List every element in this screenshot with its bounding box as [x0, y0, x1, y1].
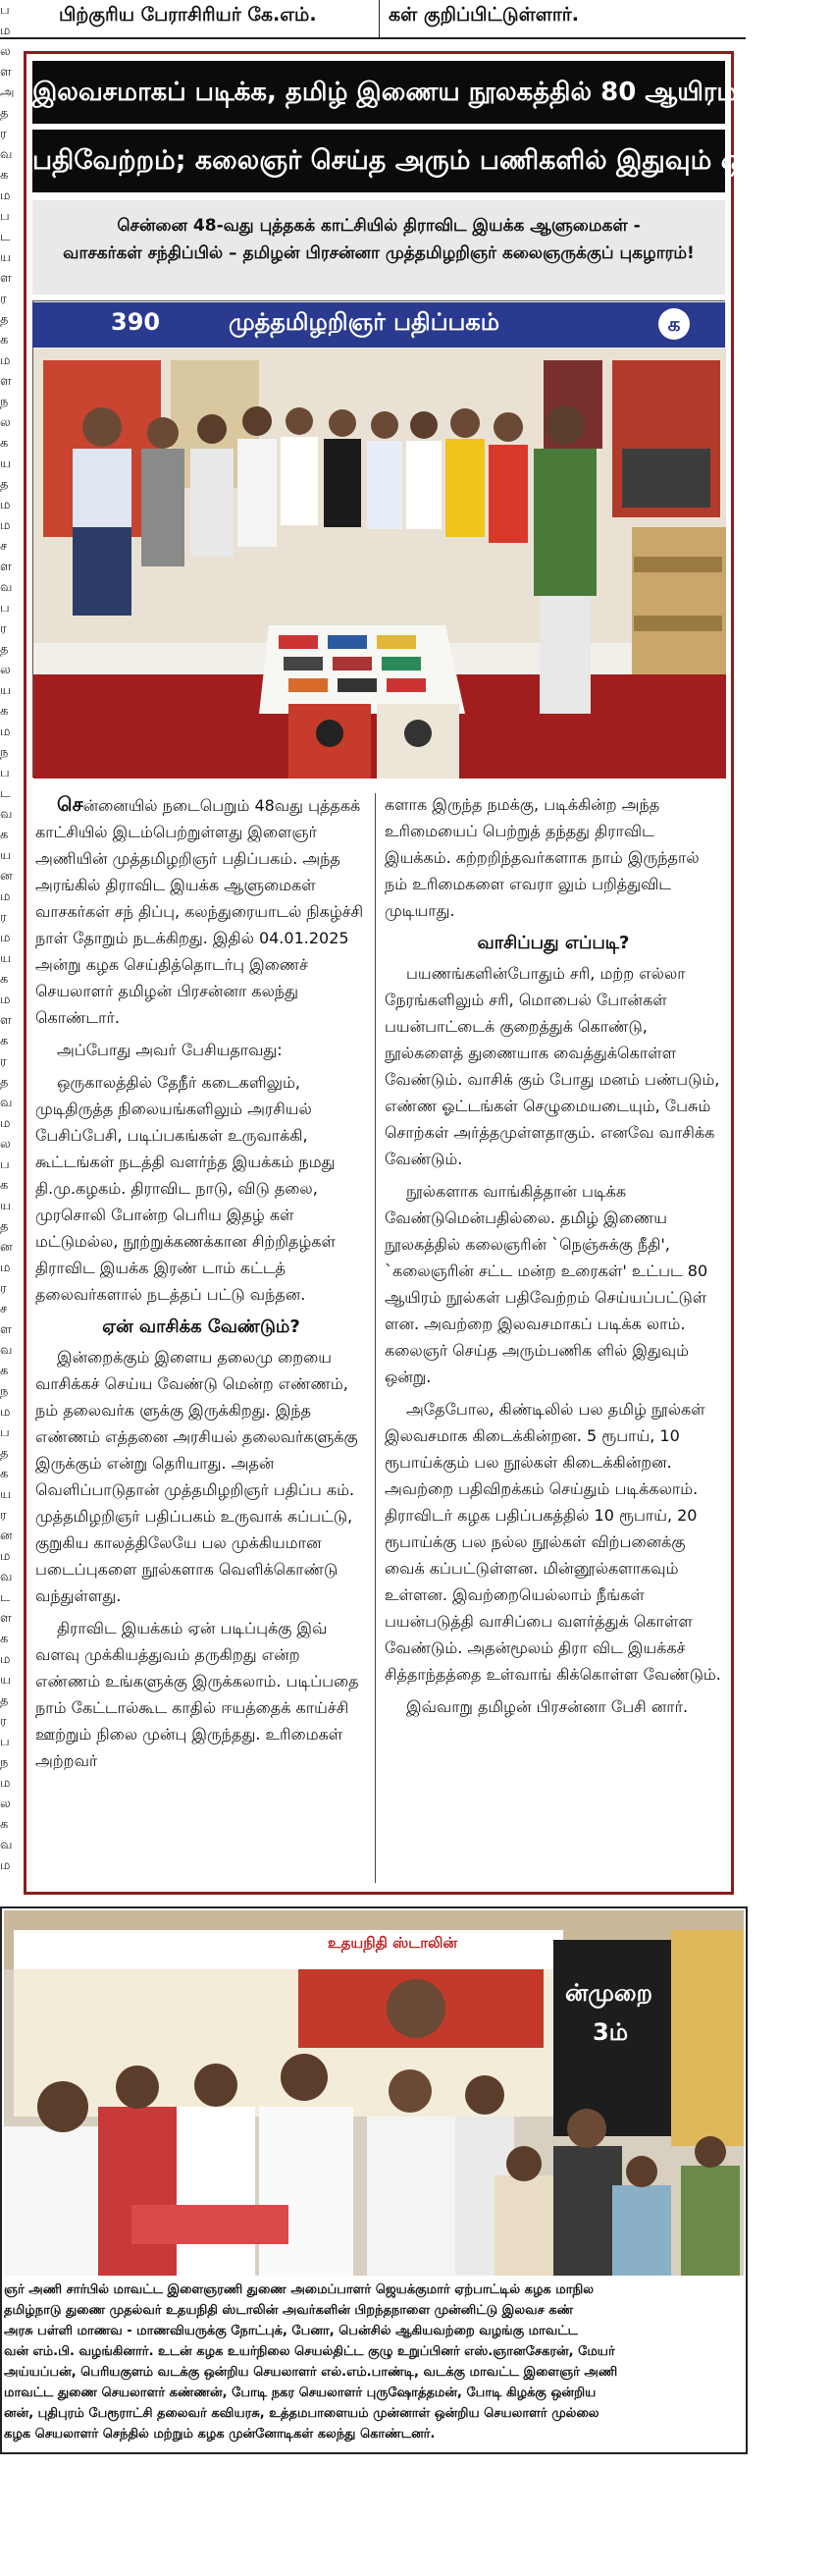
- clipped-line-fragment: வ: [0, 807, 13, 822]
- clipped-line-fragment: ய: [0, 951, 12, 966]
- clipped-line-fragment: ர: [0, 292, 7, 306]
- clipped-line-fragment: ப: [0, 209, 10, 224]
- stall-number: 390: [111, 308, 161, 336]
- clipped-line-fragment: வ: [0, 1570, 13, 1584]
- subheadline: [32, 200, 725, 295]
- clipped-line-fragment: ப: [0, 601, 10, 616]
- clipped-line-fragment: ம: [0, 188, 11, 203]
- caption-line: னன், புதிபுரம் பேரூராட்சி தலைவர் கவியரசு, உத்தமபாளையம் முன்னாள் ஒன்றிய செயலாளர் முல்லை: [4, 2406, 599, 2421]
- clipped-line-fragment: ன: [0, 1529, 13, 1543]
- stall-banner: [32, 302, 725, 348]
- clipped-line-fragment: ன: [0, 869, 13, 884]
- clipped-line-fragment: ம: [0, 1652, 11, 1667]
- clipped-line-fragment: ள: [0, 374, 12, 389]
- banner-right-text: ன்முறை: [565, 1979, 652, 2007]
- clipped-line-fragment: ந: [0, 745, 9, 760]
- clipped-line-fragment: ர: [0, 621, 7, 636]
- clipped-line-fragment: ந: [0, 1384, 9, 1399]
- photo-caption: [0, 2280, 746, 2448]
- clipped-line-fragment: ய: [0, 1487, 12, 1502]
- clipped-line-fragment: ர: [0, 127, 7, 141]
- clipped-line-fragment: ச: [0, 1302, 8, 1316]
- clipped-line-fragment: ம: [0, 1776, 11, 1791]
- clipped-line-fragment: ய: [0, 1199, 12, 1213]
- clipped-line-fragment: ட: [0, 230, 11, 244]
- caption-line: கழக செயலாளர் செந்தில் மற்றும் கழக முன்னோடிகள் கலந்து கொண்டனர்.: [4, 2427, 436, 2442]
- clipped-line-fragment: ய: [0, 456, 12, 471]
- clipped-line-fragment: ல: [0, 415, 11, 430]
- clipped-line-fragment: ள: [0, 560, 12, 574]
- caption-line: அய்யப்பன், பெரியகுளம் வடக்கு ஒன்றிய செயலாளர் எல்.எம்.பாண்டி, வடக்கு மாவட்ட இளைஞர் அணி: [4, 2365, 618, 2380]
- paragraph: திராவிட இயக்கம் ஏன் படிப்புக்கு இவ் வளவு முக்கியத்துவம் தருகிறது என்ற எண்ணம் உங்களுக்கு இருக்கலாம். படிப்பதை நாம் கேட்டால்கூட காதில் ஈயத்தைக் காய்ச்சி ஊற்றும் நிலை முன்பு இருந்தது. உரிமைகள் அற்றவர்: [35, 1619, 359, 1770]
- clipped-line-fragment: ந: [0, 1755, 9, 1770]
- clipped-line-fragment: ம: [0, 24, 11, 38]
- clipped-line-fragment: ர: [0, 910, 7, 925]
- clipped-line-fragment: ல: [0, 44, 11, 59]
- clipped-line-fragment: ய: [0, 848, 12, 863]
- clipped-line-fragment: க: [0, 828, 9, 842]
- headline-line-2: பதிவேற்றம்; கலைஞர் செய்த அரும் பணிகளில் இதுவும் ஒன்று!: [32, 130, 725, 192]
- paragraph: அப்போது அவர் பேசியதாவது:: [57, 1041, 283, 1059]
- paragraph: நூல்களாக வாங்கித்தான் படிக்க வேண்டுமென்பதில்லை. தமிழ் இணைய நூலகத்தில் கலைஞரின் `நெஞ்சுக்கு நீதி', `கலைஞரின் சட்ட மன்ற உரைகள்' உட்பட 80 ஆயிரம் நூல்கள் பதிவேற்றம் செய்யப்பட்டுள் ளன. அவற்றை இலவசமாகப் படிக்க லாம். கலைஞர் செய்த அரும்பணிக ளில் இதுவும் ஒன்று.: [385, 1182, 708, 1386]
- clipped-line-fragment: ம: [0, 993, 11, 1007]
- clipped-line-fragment: ம: [0, 498, 11, 512]
- clipped-line-fragment: ள: [0, 1322, 12, 1337]
- clipped-line-fragment: ம: [0, 1261, 11, 1275]
- clipped-line-fragment: ம: [0, 1549, 11, 1564]
- clipped-line-fragment: ல: [0, 1797, 11, 1811]
- clipped-line-fragment: ட: [0, 1590, 11, 1605]
- banner-right-text-2: 3ம்: [593, 2018, 629, 2046]
- column-divider: [375, 793, 376, 1883]
- banner-title: உதயநிதி ஸ்டாலின்: [328, 1934, 457, 1952]
- clipped-line-fragment: ம: [0, 1858, 11, 1873]
- clipped-line-fragment: ல: [0, 663, 11, 677]
- clipped-line-fragment: அ: [0, 85, 15, 100]
- headline-line-1: இலவசமாகப் படிக்க, தமிழ் இணைய நூலகத்தில் 80 ஆயிரம் நூல்கள்: [32, 61, 725, 124]
- clipped-line-fragment: ள: [0, 1611, 12, 1626]
- top-rule: [0, 37, 746, 39]
- section-heading: வாசிப்பது எப்படி?: [477, 933, 630, 953]
- top-right-fragment: கள் குறிப்பிட்டுள்ளார்.: [389, 4, 579, 26]
- distribution-scene: [4, 1910, 744, 2276]
- drop-cap: செ: [57, 792, 83, 816]
- clipped-line-fragment: க: [0, 1178, 9, 1193]
- clipped-line-fragment: த: [0, 1219, 9, 1234]
- clipped-line-fragment: க: [0, 168, 9, 183]
- clipped-line-fragment: ர: [0, 1054, 7, 1069]
- clipped-line-fragment: ம: [0, 1405, 11, 1420]
- clipped-line-fragment: ய: [0, 683, 12, 698]
- clipped-line-fragment: ள: [0, 65, 12, 80]
- clipped-line-fragment: க: [0, 1817, 9, 1832]
- clipped-line-fragment: க: [0, 1467, 9, 1481]
- clipped-line-fragment: ய: [0, 250, 12, 265]
- caption-line: தமிழ்நாடு துணை முதல்வர் உதயநிதி ஸ்டாலின் அவர்களின் பிறந்தநாளை முன்னிட்டு இலவச கண்: [4, 2303, 574, 2318]
- clipped-line-fragment: ப: [0, 1425, 10, 1440]
- clipped-line-fragment: ம: [0, 353, 11, 368]
- caption-line: மாவட்ட துணை செயலாளர் கண்ணன், போடி நகர செயலாளர் புருஷோத்தமன், போடி கிழக்கு ஒன்றிய: [4, 2386, 597, 2400]
- clipped-line-fragment: ப: [0, 3, 10, 18]
- paragraph: [35, 791, 367, 1031]
- caption-line: அரசு பள்ளி மாணவ - மாணவியருக்கு நோட்புக், பேனா, பென்சில் ஆகியவற்றை வழங்கு மாவட்ட: [4, 2324, 578, 2338]
- clipped-line-fragment: ம: [0, 518, 11, 533]
- clipped-line-fragment: ட: [0, 786, 11, 801]
- clipped-line-fragment: ன: [0, 1240, 13, 1255]
- article-left-column: [35, 791, 367, 1885]
- paragraph: பயணங்களின்போதும் சரி, மற்ற எல்லா நேரங்களிலும் சரி, மொபைல் போன்கள் பயன்பாட்டைக் குறைத்துக் கொண்டு, நூல்களைத் துணையாக வைத்துக்கொள்ள வேண்டும். வாசிக் கும் போது மனம் பண்படும், எண்ண ஓட்டங்கள் செழுமையடையும், பேசும் சொற்கள் அர்த்தமுள்ளதாகும். எனவே வாசிக்க வேண்டும்.: [385, 964, 720, 1168]
- clipped-line-fragment: க: [0, 333, 9, 348]
- caption-line: ஞர் அணி சார்பில் மாவட்ட இளைஞரணி துணை அமைப்பாளர் ஜெயக்குமார் ஏற்பாட்டில் கழக மாநில: [4, 2282, 595, 2297]
- clipped-line-fragment: த: [0, 312, 9, 327]
- clipped-line-fragment: த: [0, 1075, 9, 1090]
- clipped-line-fragment: ம: [0, 889, 11, 904]
- clipped-line-fragment: ள: [0, 271, 12, 286]
- clipped-line-fragment: த: [0, 1446, 9, 1461]
- clipped-line-fragment: க: [0, 1632, 9, 1646]
- clipped-line-fragment: வ: [0, 580, 13, 595]
- paragraph: களாக இருந்த நமக்கு, படிக்கின்ற அந்த உரிமையைப் பெற்றுத் தந்தது திராவிட இயக்கம். கற்றறிந்தவர்களாக நாம் இருந்தால் நம் உரிமைகளை எவரா லும் பறித்துவிட முடியாது.: [385, 795, 700, 920]
- clipped-line-fragment: ம: [0, 931, 11, 945]
- subheadline-line-2: வாசகர்கள் சந்திப்பில் – தமிழன் பிரசன்னா முத்தமிழறிஞர் கலைஞருக்குப் புகழாரம்!: [63, 243, 695, 263]
- clipped-line-fragment: க: [0, 1034, 9, 1048]
- caption-line: வன் எம்.பி. வழங்கினார். உடன் கழக உயர்நிலை செயல்திட்ட குழு உறுப்பினர் எஸ்.ஞானசேகரன், மேயர்: [4, 2344, 615, 2359]
- publisher-logo-icon: க: [658, 308, 690, 340]
- paragraph: அதேபோல, கிண்டிலில் பல தமிழ் நூல்கள் இலவசமாக கிடைக்கின்றன. 5 ரூபாய், 10 ரூபாய்க்கும் பல நூல்கள் கிடைக்கின்றன. அவற்றை பதிவிறக்கம் செய்தும் படிக்கலாம். திராவிடர் கழக பதிப்பகத்தில் 10 ரூபாய், 20 ரூபாய்க்கு பல நல்ல நூல்கள் விற்பனைக்கு வைக் கப்பட்டுள்ளன. மின்னூல்களாகவும் உள்ளன. இவற்றையெல்லாம் நீங்கள் பயன்படுத்தி வாசிப்பை வளர்த்துக் கொள்ள வேண்டும். அதன்மூலம் திரா விட இயக்கச் சித்தாந்தத்தை உள்வாங் கிக்கொள்ள வேண்டும்.: [385, 1400, 721, 1684]
- clipped-line-fragment: ர: [0, 1714, 7, 1729]
- left-clipped-column: [0, 0, 24, 1885]
- paragraph: இவ்வாறு தமிழன் பிரசன்னா பேசி னார்.: [406, 1697, 689, 1716]
- clipped-line-fragment: ச: [0, 539, 8, 554]
- clipped-line-fragment: த: [0, 106, 9, 121]
- clipped-line-fragment: ய: [0, 1673, 12, 1688]
- book-stall-photo: [32, 300, 725, 778]
- clipped-line-fragment: த: [0, 1693, 9, 1708]
- article-right-column: [385, 791, 722, 1885]
- clipped-line-fragment: க: [0, 1364, 9, 1378]
- clipped-line-fragment: வ: [0, 147, 13, 162]
- paragraph-text: ன்னையில் நடைபெறும் 48வது புத்தகக் காட்சியில் இடம்பெற்றுள்ளது இளைஞர் அணியின் முத்தமிழறிஞர் பதிப்பகம். அந்த அரங்கில் திராவிட இயக்க ஆளுமைகள் வாசகர்கள் சந் திப்பு, கலந்துரையாடல் நிகழ்ச்சி நாள் தோறும் நடக்கிறது. இதில் 04.01.2025 அன்று கழக செய்தித்தொடர்பு இணைச் செயலாளர் தமிழன் பிரசன்னா கலந்து கொண்டார்.: [35, 796, 364, 1027]
- clipped-line-fragment: ர: [0, 1508, 7, 1523]
- clipped-line-fragment: ப: [0, 1157, 10, 1172]
- clipped-line-fragment: ல: [0, 1137, 11, 1152]
- paragraph: இன்றைக்கும் இளைய தலைமு றையை வாசிக்கச் செய்ய வேண்டு மென்ற எண்ணம், நம் தலைவர்க ளுக்கு இருக்கிறது. இந்த எண்ணம் எத்தனை அரசியல் தலைவர்களுக்கு இருக்கும் என்று தெரியாது. அதன் வெளிப்பாடுதான் முத்தமிழறிஞர் பதிப்ப கம். முத்தமிழறிஞர் பதிப்பகம் உருவாக் கப்பட்டு, குறுகிய காலத்திலேயே பல முக்கியமான படைப்புகளை நூல்களாக வெளிக்கொண்டு வந்துள்ளது.: [35, 1348, 358, 1605]
- paragraph: ஒருகாலத்தில் தேநீர் கடைகளிலும், முடிதிருத்த நிலையங்களிலும் அரசியல் பேசிப்பேசி, படிப்பகங்கள் உருவாக்கி, கூட்டங்கள் நடத்தி வளர்ந்த இயக்கம் நமது தி.மு.கழகம். திராவிட நாடு, விடு தலை, முரசொலி போன்ற பெரிய இதழ் கள் மட்டுமல்ல, நூற்றுக்கணக்கான சிற்றிதழ்கள் திராவிட இயக்க இரண் டாம் கட்டத் தலைவர்களால் நடத்தப் பட்டு வந்தன.: [35, 1073, 336, 1304]
- top-left-fragment: பிற்குரிய பேராசிரியர் கே.எம்.: [59, 4, 317, 26]
- stall-name: முத்தமிழறிஞர் பதிப்பகம்: [229, 308, 500, 336]
- clipped-line-fragment: த: [0, 477, 9, 492]
- clipped-line-fragment: க: [0, 972, 9, 987]
- clipped-line-fragment: வ: [0, 1343, 13, 1358]
- clipped-line-fragment: ள: [0, 1013, 12, 1028]
- clipped-line-fragment: க: [0, 704, 9, 719]
- clipped-line-fragment: ந: [0, 395, 9, 409]
- clipped-line-fragment: ம: [0, 1116, 11, 1131]
- clipped-line-fragment: ம: [0, 724, 11, 739]
- clipped-line-fragment: ப: [0, 1735, 10, 1749]
- section-heading: ஏன் வாசிக்க வேண்டும்?: [102, 1316, 300, 1337]
- clipped-line-fragment: க: [0, 436, 9, 451]
- clipped-line-fragment: வ: [0, 1838, 13, 1852]
- clipped-line-fragment: ர: [0, 1281, 7, 1296]
- top-column-divider: [379, 0, 380, 37]
- school-distribution-photo: [4, 1910, 744, 2276]
- subheadline-line-1: சென்னை 48-வது புத்தகக் காட்சியில் திராவிட இயக்க ஆளுமைகள் -: [117, 216, 641, 236]
- book-stall-scene: [33, 301, 726, 778]
- clipped-line-fragment: ப: [0, 766, 10, 780]
- clipped-line-fragment: த: [0, 642, 9, 657]
- clipped-line-fragment: வ: [0, 1096, 13, 1110]
